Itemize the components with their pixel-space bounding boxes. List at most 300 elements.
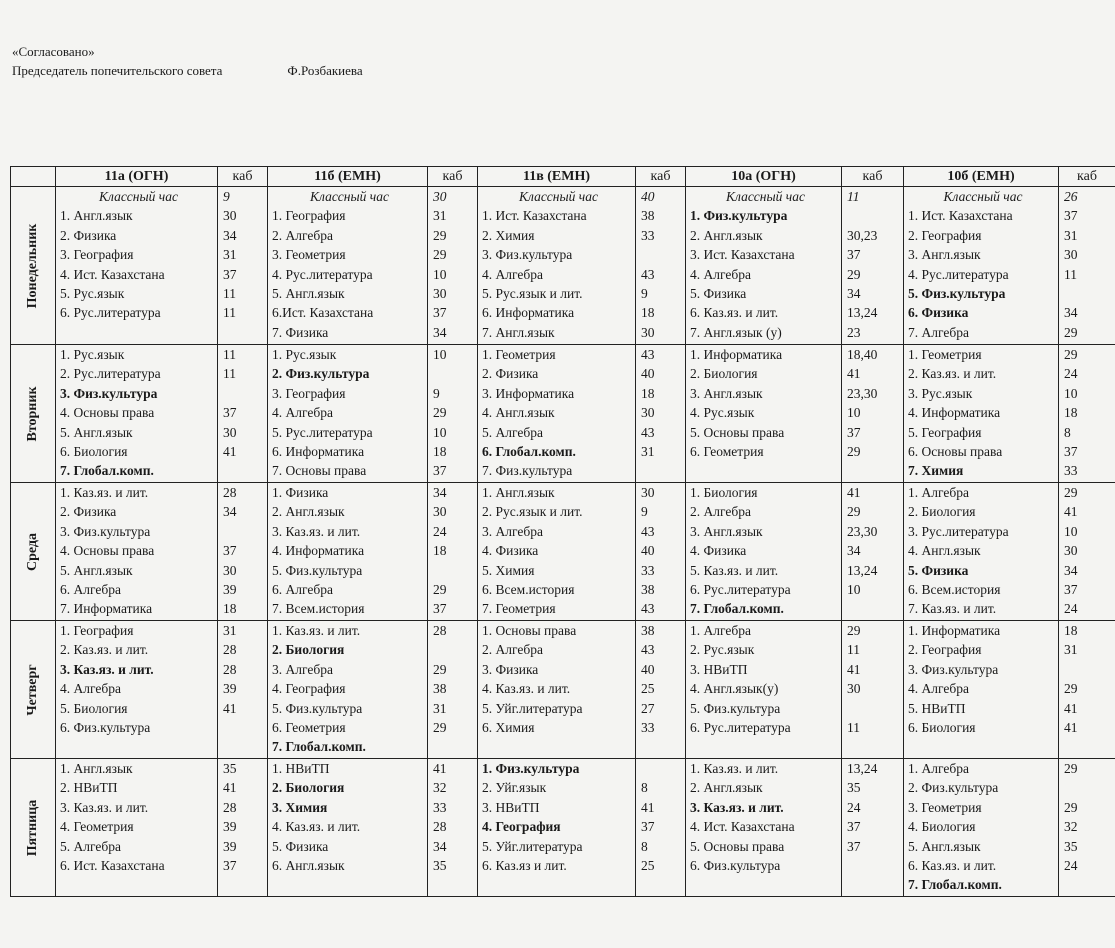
subjects-cell xyxy=(56,187,218,345)
lesson: 5. Рус.язык и лит. xyxy=(482,285,583,301)
subjects-cell xyxy=(478,621,636,759)
cabinet-number: 13,24 xyxy=(847,761,878,776)
cabinet-cell xyxy=(218,621,268,759)
chair-name: Ф.Розбакиева xyxy=(287,63,363,78)
lesson: 4. Ист. Казахстана xyxy=(690,819,795,835)
cabinet-number: 37 xyxy=(223,266,237,282)
cabinet-number: 30 xyxy=(847,681,861,697)
lesson: 2. Алгебра xyxy=(272,227,333,243)
cabinet-number: 34 xyxy=(847,543,861,559)
lesson: 4. Основы права xyxy=(60,405,155,421)
cabinet-number: 29 xyxy=(847,623,861,638)
lesson: 6. Геометрия xyxy=(272,719,346,735)
homeroom-hour: Классный час xyxy=(310,189,389,204)
cabinet-number: 35 xyxy=(223,761,237,776)
homeroom-hour: Классный час xyxy=(726,189,805,204)
cabinet-number: 27 xyxy=(641,700,655,716)
cabinet-number: 29 xyxy=(1064,485,1078,500)
lesson: 4. Информатика xyxy=(272,543,365,559)
cabinet-number: 8 xyxy=(641,838,648,854)
lesson: 1. Биология xyxy=(690,485,758,500)
subjects-cell xyxy=(268,759,428,897)
lesson: 7. Геометрия xyxy=(482,601,556,617)
lesson: 3. Геометрия xyxy=(272,247,346,263)
cabinet-number: 32 xyxy=(1064,819,1078,835)
cabinet-number: 23,30 xyxy=(847,385,878,401)
lesson: 5. География xyxy=(908,424,982,440)
lesson: 6. Англ.язык xyxy=(272,857,345,873)
cabinet-number: 35 xyxy=(847,780,861,796)
lesson: 3. География xyxy=(272,385,346,401)
lesson: 7. Основы права xyxy=(272,463,367,479)
cabinet-number: 37 xyxy=(847,838,861,854)
subjects-cell xyxy=(904,345,1059,483)
cabinet-number: 30 xyxy=(223,424,237,440)
cabinet-number: 18 xyxy=(223,601,237,617)
class-header: 11б (ЕМН) xyxy=(268,167,428,187)
lesson: 7. Информатика xyxy=(60,601,153,617)
cabinet-cell xyxy=(428,621,478,759)
lesson: 5. Физика xyxy=(908,562,969,578)
lesson: 5. Биология xyxy=(60,700,128,716)
cabinet-number: 43 xyxy=(641,347,655,362)
lesson: 7. Глобал.комп. xyxy=(908,877,1002,893)
lesson: 6.Ист. Казахстана xyxy=(272,305,374,321)
cabinet-number: 33 xyxy=(1064,463,1078,479)
lesson: 4. Ист. Казахстана xyxy=(60,266,165,282)
lesson: 2. Рус.язык xyxy=(690,642,755,658)
lesson: 3. Каз.яз. и лит. xyxy=(60,661,154,677)
lesson: 4. Алгебра xyxy=(908,681,969,697)
lesson: 6. Каз.яз и лит. xyxy=(482,857,567,873)
cabinet-number: 31 xyxy=(433,700,447,716)
lesson: 5. Каз.яз. и лит. xyxy=(690,562,779,578)
cabinet-number: 24 xyxy=(847,799,861,815)
cabinet-number xyxy=(223,384,267,403)
cabinet-number: 41 xyxy=(847,366,861,382)
class-header: 10а (ОГН) xyxy=(686,167,842,187)
cabinet-number xyxy=(1064,284,1115,303)
lesson: 4. География xyxy=(482,819,561,835)
cabinet-number: 41 xyxy=(223,780,237,796)
cabinet-number: 37 xyxy=(1064,208,1078,224)
class-header: 11в (ЕМН) xyxy=(478,167,636,187)
cabinet-number: 9 xyxy=(641,285,648,301)
cabinet-number: 29 xyxy=(847,266,861,282)
approval-header xyxy=(12,42,363,80)
lesson: 1. Физика xyxy=(272,485,329,500)
lesson: 6. Основы права xyxy=(908,443,1003,459)
cabinet-cell xyxy=(428,345,478,483)
cabinet-number: 43 xyxy=(641,642,655,658)
cabinet-number: 41 xyxy=(847,485,861,500)
cabinet-number: 30 xyxy=(223,208,237,224)
cabinet-number xyxy=(433,737,477,756)
day-label-cell xyxy=(11,621,56,759)
lesson: 2. Уйг.язык xyxy=(482,780,547,796)
cabinet-number: 28 xyxy=(433,819,447,835)
cabinet-number: 28 xyxy=(433,623,447,638)
lesson: 4. Физика xyxy=(690,543,747,559)
lesson: 6. Информатика xyxy=(272,443,365,459)
cabinet-cell xyxy=(218,187,268,345)
cabinet-cell xyxy=(636,621,686,759)
subjects-cell xyxy=(904,187,1059,345)
cabinet-number: 34 xyxy=(433,838,447,854)
lesson: 2. Алгебра xyxy=(690,504,751,520)
lesson: 2. Биология xyxy=(272,642,345,658)
cab-header: каб xyxy=(428,167,478,187)
lesson: 1. Информатика xyxy=(908,623,1001,638)
lesson: 5. Основы права xyxy=(690,838,785,854)
cabinet-number: 30 xyxy=(641,405,655,421)
cabinet-number: 29 xyxy=(433,719,447,735)
cabinet-number: 11 xyxy=(847,719,860,735)
lesson: 6. Всем.история xyxy=(908,581,1001,597)
lesson: 3. Англ.язык xyxy=(690,385,763,401)
day-label-cell xyxy=(11,345,56,483)
cabinet-number xyxy=(1064,660,1115,679)
cabinet-cell xyxy=(1059,187,1115,345)
lesson: 3. Физ.культура xyxy=(482,247,573,263)
cabinet-number: 13,24 xyxy=(847,305,878,321)
lesson: 6. Каз.яз. и лит. xyxy=(908,857,997,873)
lesson: 7. Глобал.комп. xyxy=(60,463,154,479)
cabinet-number: 37 xyxy=(223,857,237,873)
day-row xyxy=(11,187,1115,345)
lesson: 3. Алгебра xyxy=(272,661,333,677)
lesson: 7. Глобал.комп. xyxy=(690,601,784,617)
cabinet-cell xyxy=(636,345,686,483)
lesson: 4. Англ.язык(у) xyxy=(690,681,779,697)
cabinet-number: 23,30 xyxy=(847,523,878,539)
lesson: 3. Физ.культура xyxy=(60,523,151,539)
cabinet-number: 37 xyxy=(223,543,237,559)
cabinet-number: 9 xyxy=(433,385,440,401)
lesson: 5. НВиТП xyxy=(908,700,966,716)
lesson: 6. Химия xyxy=(482,719,535,735)
day-row xyxy=(11,621,1115,759)
cabinet-number: 37 xyxy=(433,305,447,321)
lesson: 3. Химия xyxy=(272,799,328,815)
cabinet-number: 41 xyxy=(1064,700,1078,716)
lesson: 2. География xyxy=(908,642,982,658)
lesson: 5. Физика xyxy=(272,838,329,854)
lesson: 1. Физ.культура xyxy=(482,761,580,776)
subjects-cell xyxy=(478,187,636,345)
cabinet-number: 41 xyxy=(223,443,237,459)
lesson: 6. Глобал.комп. xyxy=(482,443,576,459)
homeroom-hour: Классный час xyxy=(519,189,598,204)
cabinet-number: 30 xyxy=(1064,543,1078,559)
cabinet-number: 43 xyxy=(641,266,655,282)
subjects-cell xyxy=(686,345,842,483)
subjects-cell xyxy=(56,345,218,483)
cabinet-number: 18 xyxy=(433,443,447,459)
lesson: 1. Англ.язык xyxy=(60,761,133,776)
day-name: Понедельник xyxy=(25,223,40,308)
subjects-cell xyxy=(56,483,218,621)
lesson: 1. Основы права xyxy=(482,623,577,638)
lesson: 4. Физика xyxy=(482,543,539,559)
lesson: 1. Каз.яз. и лит. xyxy=(690,761,779,776)
cabinet-number: 25 xyxy=(641,857,655,873)
cabinet-number: 37 xyxy=(847,247,861,263)
cabinet-number: 37 xyxy=(847,424,861,440)
cabinet-number: 37 xyxy=(223,405,237,421)
cabinet-number: 39 xyxy=(223,581,237,597)
cabinet-number: 34 xyxy=(223,504,237,520)
cabinet-number xyxy=(847,699,903,718)
lesson: 2. География xyxy=(908,227,982,243)
cabinet-cell xyxy=(842,759,904,897)
lesson: 6. Алгебра xyxy=(60,581,121,597)
cabinet-number: 24 xyxy=(433,523,447,539)
cabinet-number: 30 xyxy=(433,285,447,301)
cabinet-number: 30 xyxy=(641,485,655,500)
corner-cell xyxy=(11,167,56,187)
lesson: 6. Рус.литература xyxy=(60,305,161,321)
day-name: Вторник xyxy=(25,385,40,442)
lesson: 1. Геометрия xyxy=(908,347,982,362)
cabinet-number: 38 xyxy=(641,208,655,224)
lesson: 2. Англ.язык xyxy=(690,227,763,243)
cabinet-number: 28 xyxy=(223,642,237,658)
subjects-cell xyxy=(56,759,218,897)
cabinet-number xyxy=(641,245,685,264)
cabinet-number: 30 xyxy=(1064,247,1078,263)
cabinet-cell xyxy=(218,759,268,897)
cabinet-number: 41 xyxy=(847,661,861,677)
lesson: 1. Физ.культура xyxy=(690,208,788,224)
lesson: 6. Рус.литература xyxy=(690,581,791,597)
cabinet-number: 23 xyxy=(847,324,861,340)
cabinet-number: 25 xyxy=(641,681,655,697)
lesson: 3. Физ.культура xyxy=(908,661,999,677)
lesson: 3. Рус.язык xyxy=(908,385,973,401)
cabinet-number: 34 xyxy=(433,324,447,340)
cabinet-number: 18 xyxy=(433,543,447,559)
cabinet-number: 41 xyxy=(1064,504,1078,520)
day-name: Среда xyxy=(25,532,40,571)
cabinet-number: 43 xyxy=(641,601,655,617)
cabinet-number: 29 xyxy=(433,247,447,263)
cabinet-cell xyxy=(1059,759,1115,897)
cabinet-number: 28 xyxy=(223,485,237,500)
chair-line xyxy=(12,61,363,80)
lesson: 5. Алгебра xyxy=(482,424,543,440)
lesson: 6. Биология xyxy=(908,719,976,735)
lesson: 5. Основы права xyxy=(690,424,785,440)
day-label-cell xyxy=(11,483,56,621)
lesson: 2. Физика xyxy=(60,227,117,243)
cabinet-number: 31 xyxy=(223,623,237,638)
cabinet-number: 18 xyxy=(641,385,655,401)
day-row xyxy=(11,345,1115,483)
cabinet-number: 28 xyxy=(223,661,237,677)
cabinet-number: 18 xyxy=(1064,623,1078,638)
lesson: 3. Рус.литература xyxy=(908,523,1009,539)
cabinet-number: 37 xyxy=(433,463,447,479)
lesson: 1. Каз.яз. и лит. xyxy=(272,623,361,638)
lesson: 2. Алгебра xyxy=(482,642,543,658)
cabinet-cell xyxy=(636,187,686,345)
lesson: 3. Англ.язык xyxy=(690,523,763,539)
cabinet-number xyxy=(223,461,267,480)
cabinet-number: 30 xyxy=(641,324,655,340)
lesson: 2. Физ.культура xyxy=(272,366,370,382)
cabinet-number: 29 xyxy=(433,661,447,677)
lesson: 2. Физика xyxy=(482,366,539,382)
lesson: 7. Всем.история xyxy=(272,601,365,617)
lesson: 4. Алгебра xyxy=(690,266,751,282)
class-header: 10б (ЕМН) xyxy=(904,167,1059,187)
cabinet-number xyxy=(433,364,477,383)
cabinet-number: 10 xyxy=(1064,385,1078,401)
day-label-cell xyxy=(11,187,56,345)
cabinet-number: 10 xyxy=(847,405,861,421)
lesson: 4. География xyxy=(272,681,346,697)
cabinet-cell xyxy=(636,759,686,897)
cabinet-number: 11 xyxy=(223,347,236,362)
cabinet-number: 29 xyxy=(433,405,447,421)
cabinet-number xyxy=(223,522,267,541)
cabinet-number: 31 xyxy=(223,247,237,263)
cabinet-number: 34 xyxy=(1064,562,1078,578)
cabinet-number: 31 xyxy=(1064,227,1078,243)
subjects-cell xyxy=(686,759,842,897)
day-name: Четверг xyxy=(25,663,40,716)
cabinet-number: 10 xyxy=(433,347,447,362)
cabinet-number xyxy=(847,206,903,225)
subjects-cell xyxy=(686,483,842,621)
cabinet-number: 35 xyxy=(1064,838,1078,854)
lesson: 4. Каз.яз. и лит. xyxy=(272,819,361,835)
cabinet-number: 18 xyxy=(1064,405,1078,421)
cabinet-number: 8 xyxy=(1064,424,1071,440)
lesson: 3. Каз.яз. и лит. xyxy=(60,799,149,815)
lesson: 7. Алгебра xyxy=(908,324,969,340)
lesson: 2. НВиТП xyxy=(60,780,118,796)
lesson: 1. Рус.язык xyxy=(272,347,337,362)
lesson: 1. Англ.язык xyxy=(60,208,133,224)
lesson: 1. Рус.язык xyxy=(60,347,125,362)
lesson: 3. Физика xyxy=(482,661,539,677)
cabinet-cell xyxy=(218,345,268,483)
cabinet-number: 26 xyxy=(1064,189,1078,204)
subjects-cell xyxy=(268,483,428,621)
cabinet-cell xyxy=(218,483,268,621)
cabinet-cell xyxy=(428,759,478,897)
cabinet-number: 37 xyxy=(1064,443,1078,459)
lesson: 2. Физ.культура xyxy=(908,780,999,796)
lesson: 4. Англ.язык xyxy=(482,405,555,421)
day-label-cell xyxy=(11,759,56,897)
subjects-cell xyxy=(268,621,428,759)
cabinet-number: 24 xyxy=(1064,366,1078,382)
lesson: 3. Геометрия xyxy=(908,799,982,815)
cabinet-number: 29 xyxy=(1064,681,1078,697)
cabinet-number xyxy=(847,599,903,618)
cabinet-number: 11 xyxy=(847,642,860,658)
lesson: 2. Биология xyxy=(908,504,976,520)
lesson: 4. Рус.литература xyxy=(272,266,373,282)
cabinet-number: 30 xyxy=(223,562,237,578)
lesson: 6. Геометрия xyxy=(690,443,764,459)
subjects-cell xyxy=(56,621,218,759)
cabinet-cell xyxy=(842,621,904,759)
lesson: 5. Рус.литература xyxy=(272,424,373,440)
lesson: 5. Физ.культура xyxy=(908,285,1006,301)
subjects-cell xyxy=(478,759,636,897)
cabinet-cell xyxy=(842,345,904,483)
cab-header: каб xyxy=(636,167,686,187)
subjects-cell xyxy=(904,483,1059,621)
cabinet-number xyxy=(223,718,267,737)
cabinet-number: 39 xyxy=(223,838,237,854)
cabinet-number: 34 xyxy=(223,227,237,243)
cabinet-number: 29 xyxy=(847,504,861,520)
lesson: 5. Англ.язык xyxy=(908,838,981,854)
lesson: 3. Каз.яз. и лит. xyxy=(272,523,361,539)
cabinet-number: 38 xyxy=(641,623,655,638)
homeroom-hour: Классный час xyxy=(943,189,1023,204)
cab-header: каб xyxy=(1059,167,1115,187)
lesson: 3. НВиТП xyxy=(690,661,748,677)
cabinet-number xyxy=(433,561,477,580)
lesson: 7. Глобал.комп. xyxy=(272,739,366,755)
cabinet-number: 30 xyxy=(433,189,447,204)
cabinet-cell xyxy=(842,483,904,621)
cabinet-number: 41 xyxy=(641,799,655,815)
lesson: 2. Биология xyxy=(272,780,345,796)
cabinet-number: 29 xyxy=(1064,324,1078,340)
homeroom-hour: Классный час xyxy=(99,189,178,204)
lesson: 6. Физика xyxy=(908,305,969,321)
lesson: 5. Физ.культура xyxy=(272,562,363,578)
cabinet-number: 33 xyxy=(641,227,655,243)
lesson: 2. Каз.яз. и лит. xyxy=(908,366,997,382)
lesson: 6. Физ.культура xyxy=(60,719,151,735)
cabinet-number: 41 xyxy=(433,761,447,776)
cabinet-number: 43 xyxy=(641,424,655,440)
cabinet-number: 29 xyxy=(1064,347,1078,362)
lesson: 4. Рус.язык xyxy=(690,405,755,421)
lesson: 5. Химия xyxy=(482,562,535,578)
cabinet-number xyxy=(641,461,685,480)
lesson: 1. Алгебра xyxy=(908,485,969,500)
subjects-cell xyxy=(904,759,1059,897)
lesson: 4. Основы права xyxy=(60,543,155,559)
lesson: 4. Англ.язык xyxy=(908,543,981,559)
lesson: 1. Геометрия xyxy=(482,347,556,362)
cabinet-number: 8 xyxy=(641,780,648,796)
subjects-cell xyxy=(904,621,1059,759)
lesson: 7. Физ.культура xyxy=(482,463,573,479)
cabinet-cell xyxy=(1059,483,1115,621)
cabinet-number: 33 xyxy=(641,562,655,578)
schedule-body xyxy=(11,187,1115,897)
lesson: 3. Физ.культура xyxy=(60,385,158,401)
class-header: 11а (ОГН) xyxy=(56,167,218,187)
cabinet-cell xyxy=(428,483,478,621)
lesson: 6. Рус.литература xyxy=(690,719,791,735)
cabinet-number: 37 xyxy=(433,601,447,617)
lesson: 5. Уйг.литература xyxy=(482,700,583,716)
lesson: 6. Физ.культура xyxy=(690,857,781,873)
day-row xyxy=(11,759,1115,897)
cabinet-number xyxy=(1064,875,1115,894)
